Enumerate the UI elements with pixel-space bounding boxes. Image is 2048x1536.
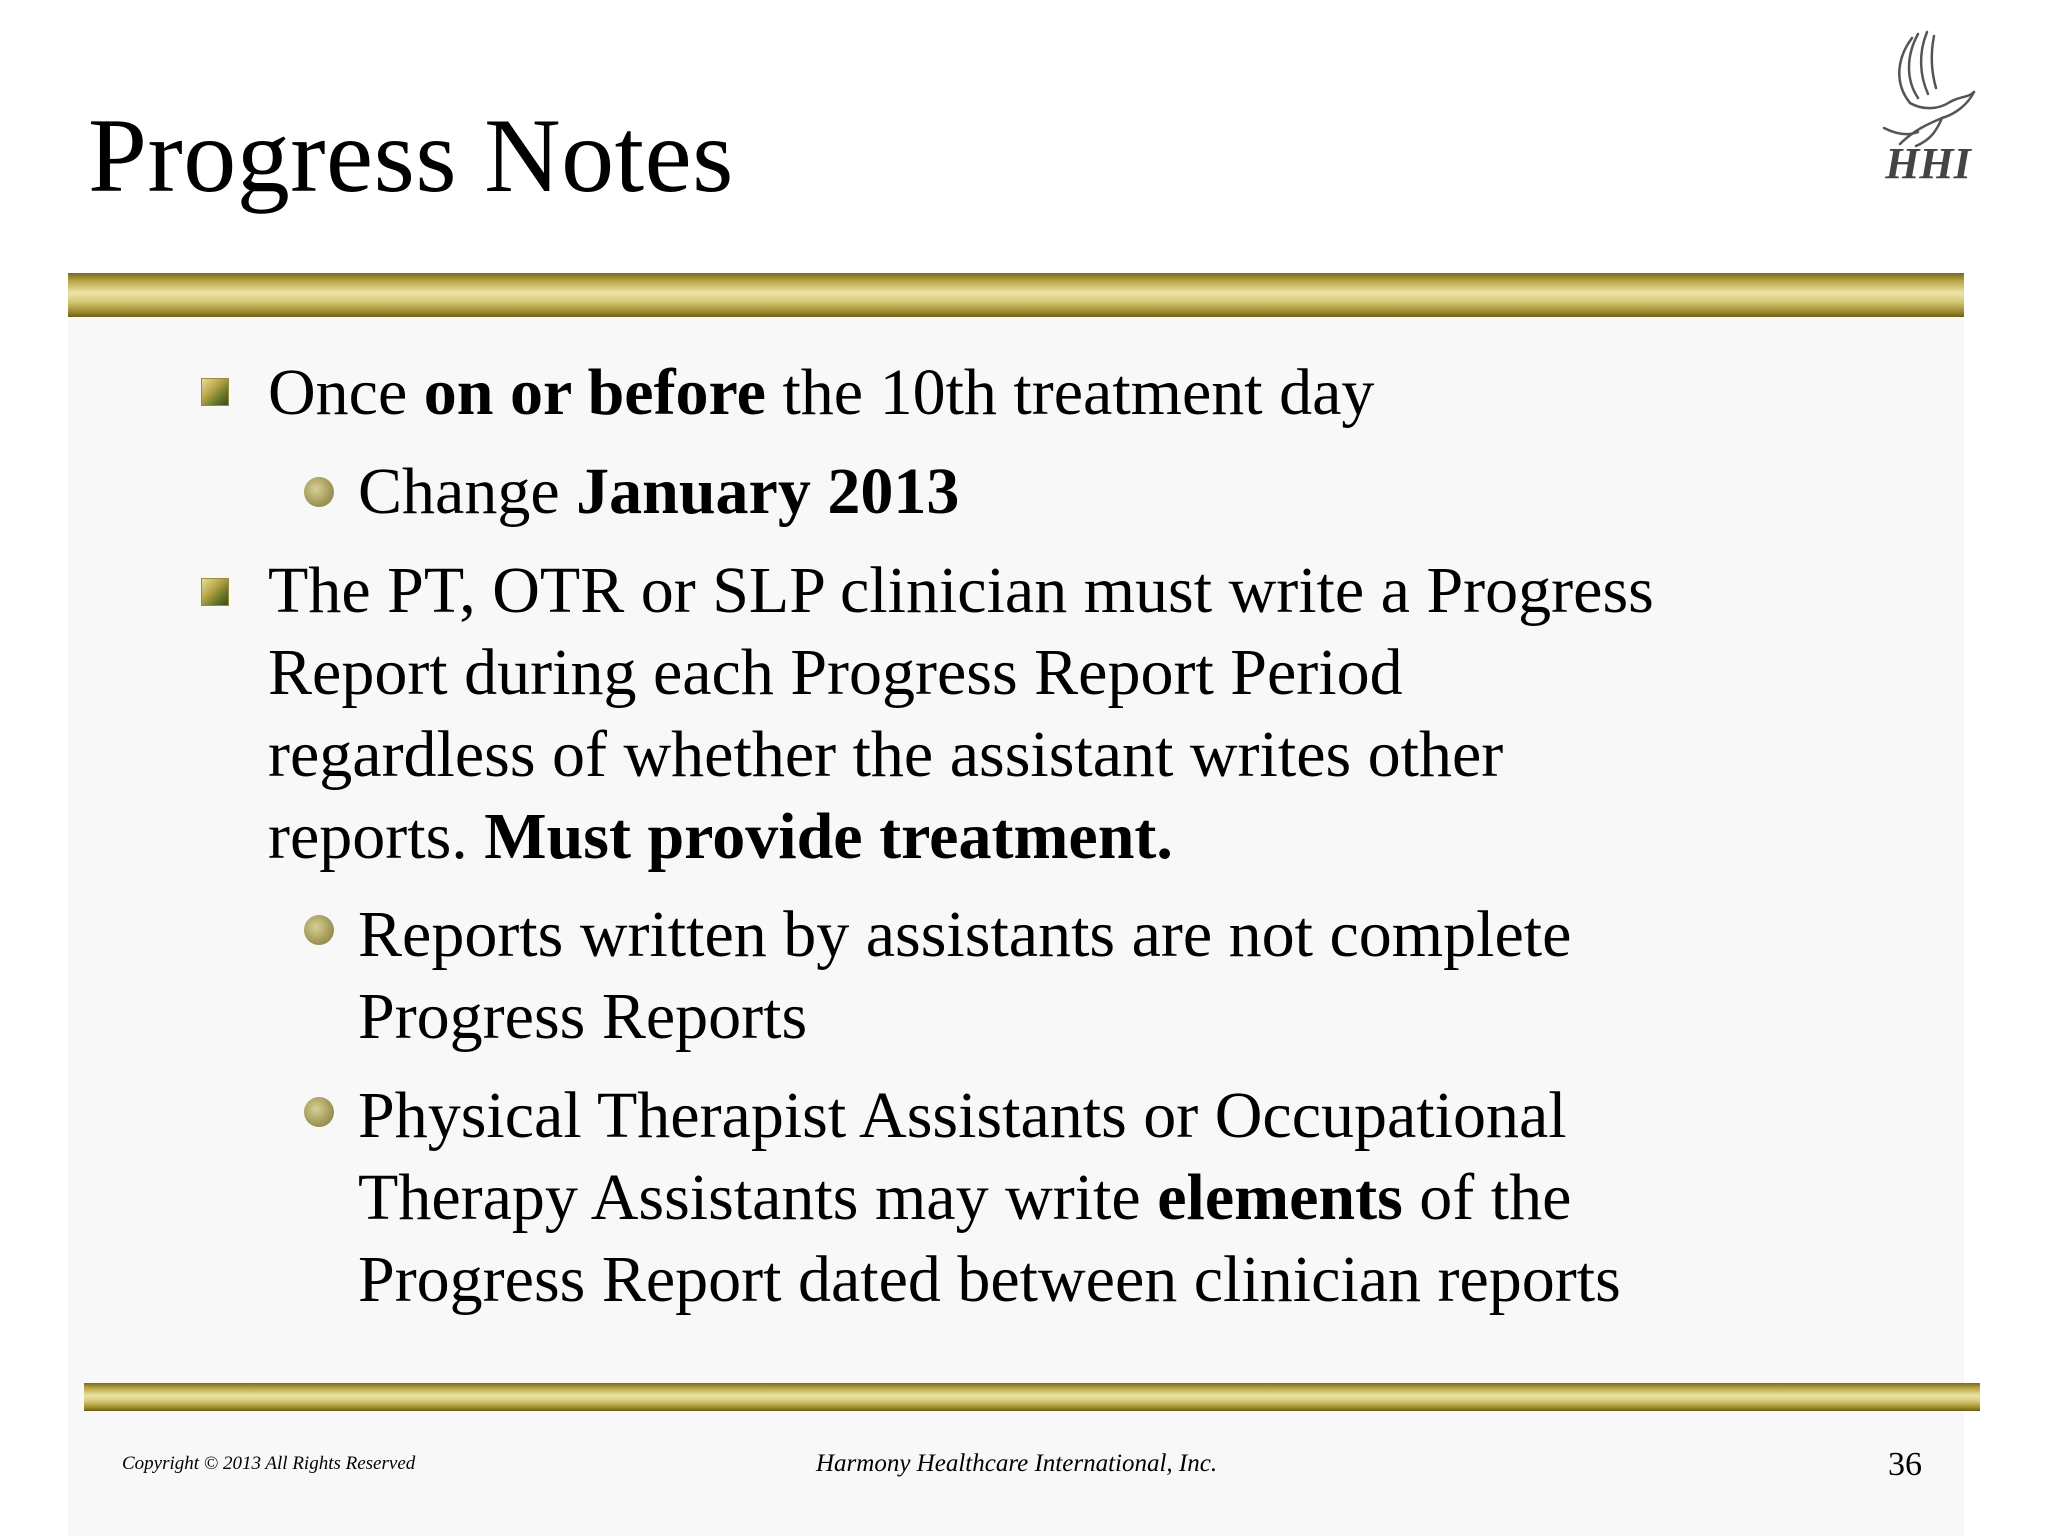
logo-text: HHI — [1885, 139, 1971, 188]
round-bullet-icon — [304, 1097, 334, 1127]
bullet-2-sub-2-line-1: Physical Therapist Assistants or Occupational — [358, 1079, 1567, 1152]
bullet-2-sub-1-line-2: Progress Reports — [358, 980, 808, 1053]
bullet-2-line-2: Report during each Progress Report Period — [268, 636, 1403, 709]
bullet-1-sub: Change January 2013 — [358, 455, 960, 528]
footer-company: Harmony Healthcare International, Inc. — [816, 1450, 1218, 1477]
page-number: 36 — [1888, 1446, 1922, 1483]
round-bullet-icon — [304, 915, 334, 945]
bullet-1: Once on or before the 10th treatment day — [268, 356, 1375, 429]
hhi-dove-logo — [1872, 28, 1992, 200]
bullet-2-line-1: The PT, OTR or SLP clinician must write a Progress — [268, 554, 1654, 627]
header-divider — [68, 273, 1964, 317]
footer-divider — [84, 1383, 1980, 1411]
square-bullet-icon — [201, 378, 229, 406]
bullet-2-line-4: reports. Must provide treatment. — [268, 800, 1173, 873]
bullet-2-sub-2-line-3: Progress Report dated between clinician reports — [358, 1243, 1621, 1316]
slide-title: Progress Notes — [88, 97, 734, 214]
square-bullet-icon — [201, 578, 229, 606]
bullet-2-sub-1-line-1: Reports written by assistants are not complete — [358, 898, 1572, 971]
bullet-2-sub-2-line-2: Therapy Assistants may write elements of the — [358, 1161, 1572, 1234]
footer-copyright: Copyright © 2013 All Rights Reserved — [122, 1453, 416, 1474]
bullet-2-line-3: regardless of whether the assistant writes other — [268, 718, 1504, 791]
round-bullet-icon — [304, 477, 334, 507]
